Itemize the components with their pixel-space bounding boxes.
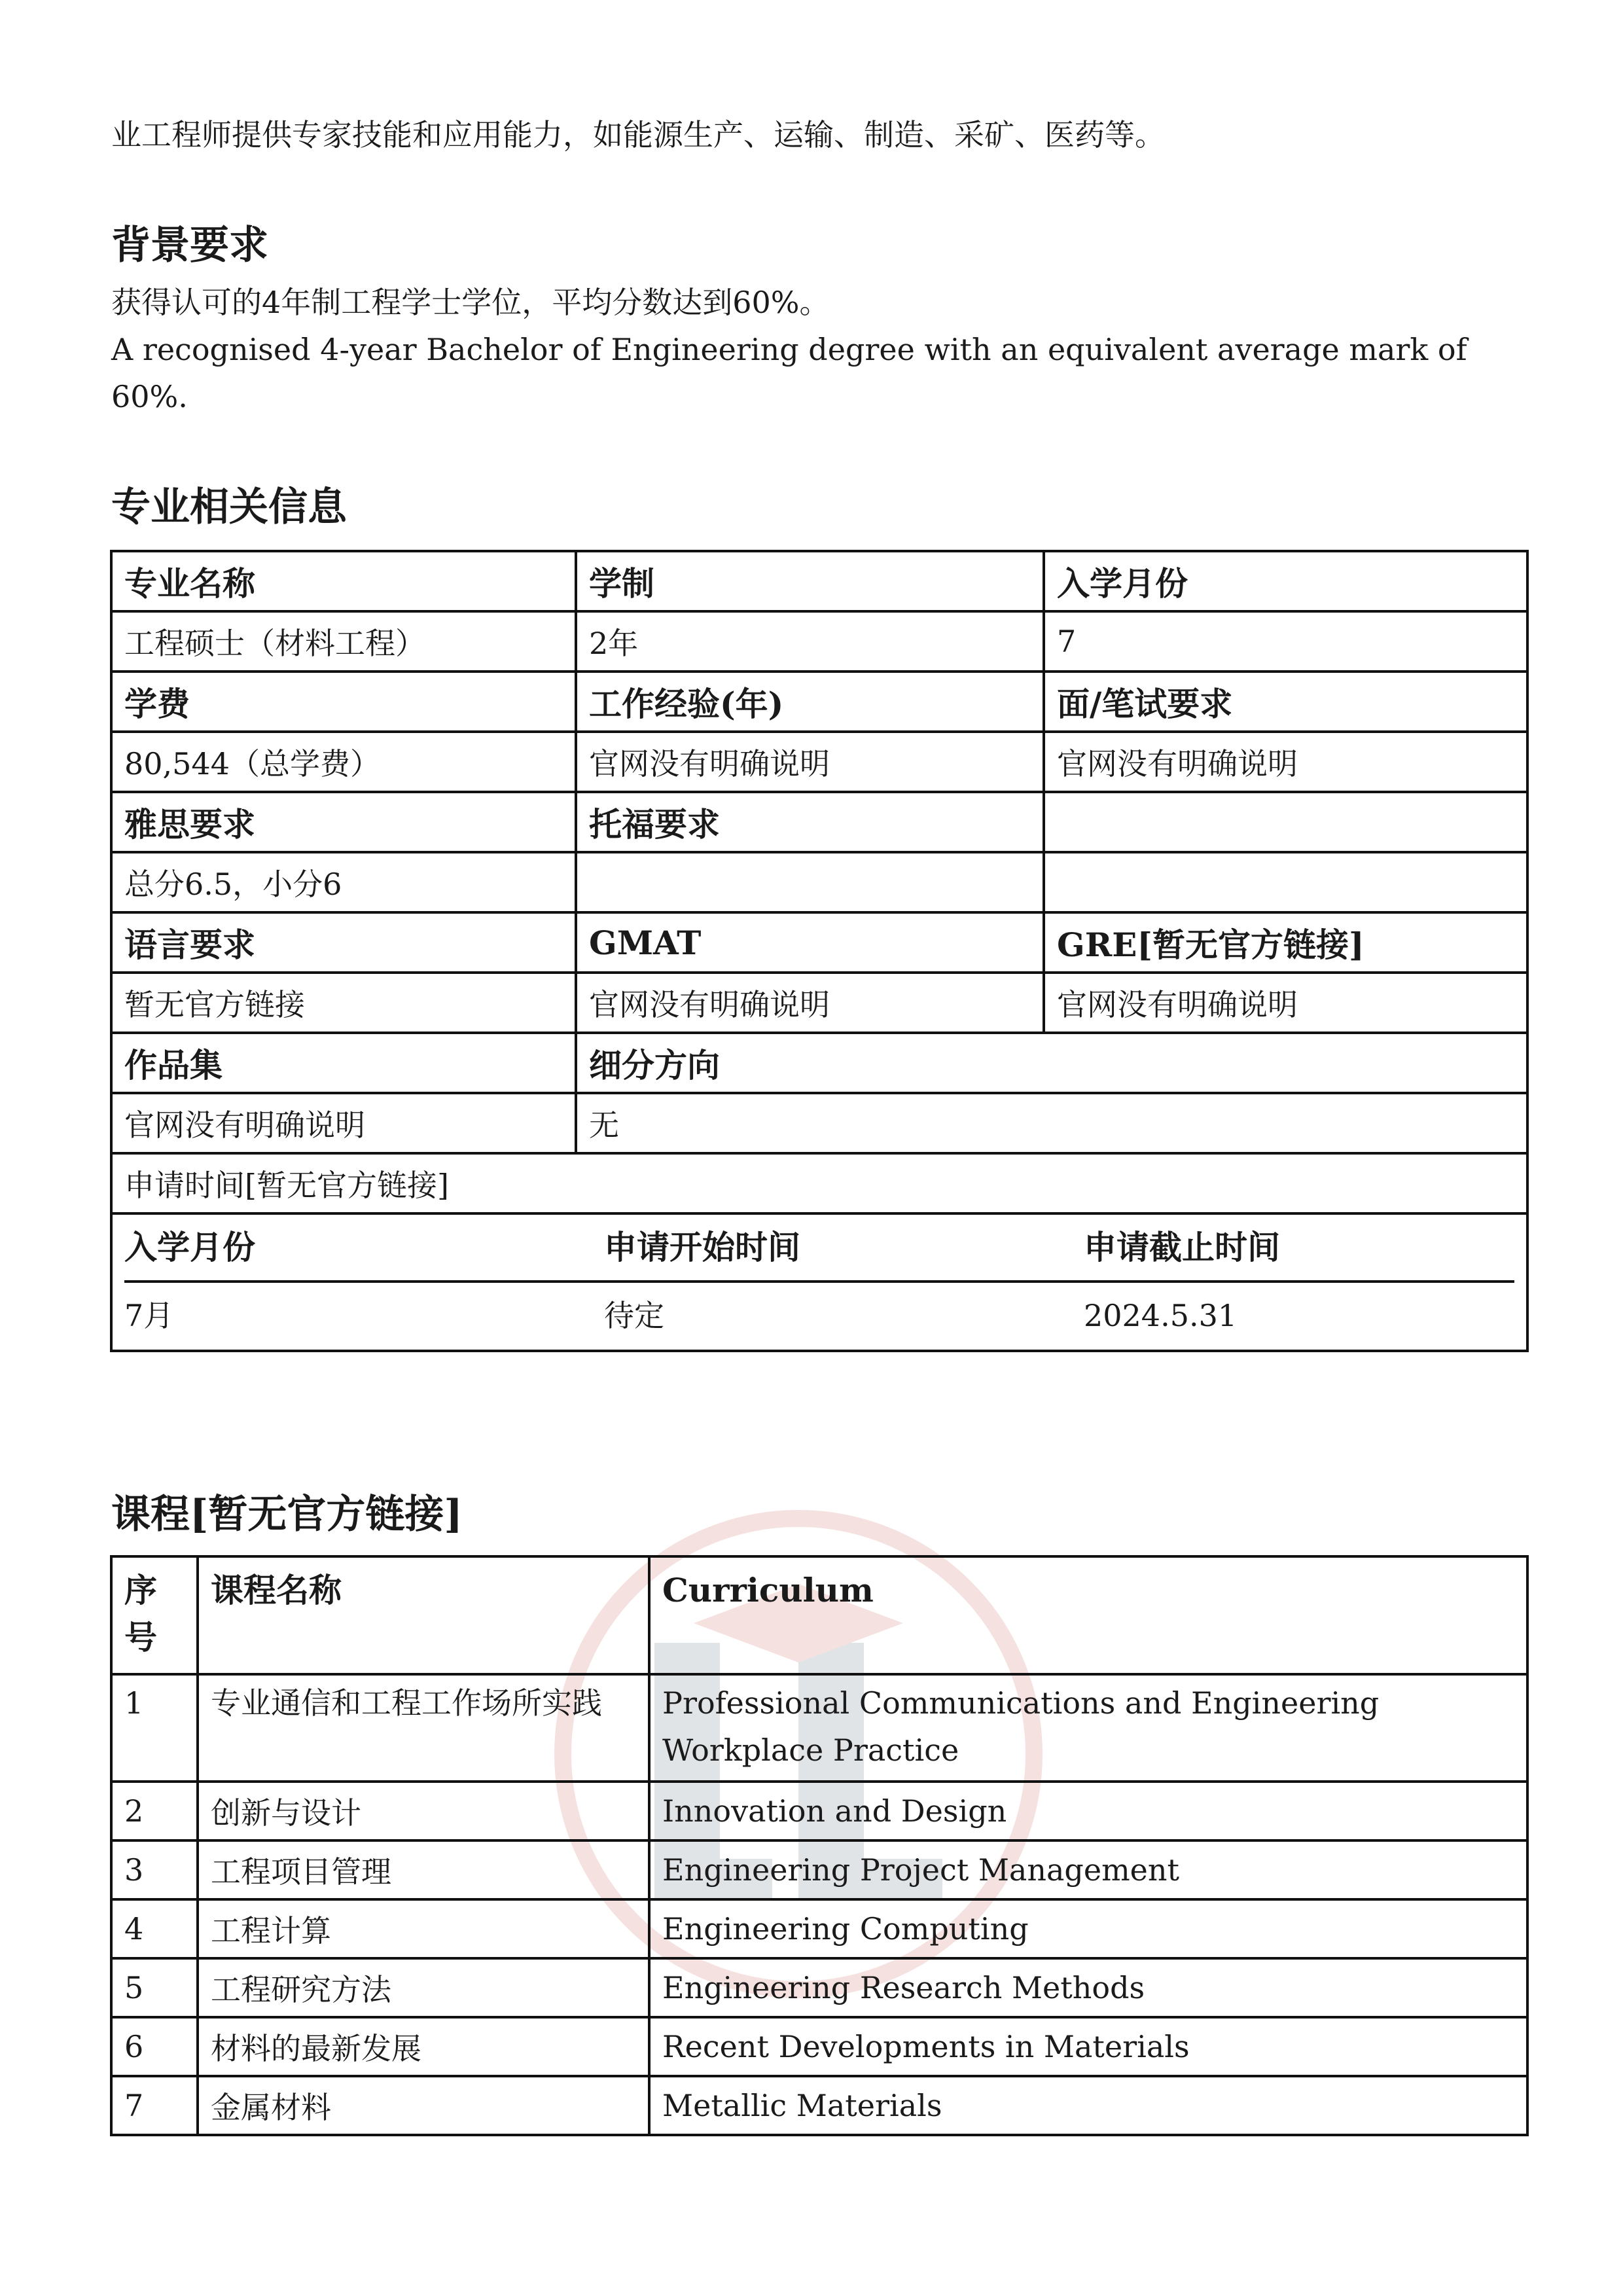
value-tuition: 80,544（总学费） [111,732,576,792]
info-value-row [111,732,1527,792]
application-time-row [111,1153,1527,1213]
course-name-en: Innovation and Design [649,1782,1527,1840]
course-name-cn: 工程项目管理 [198,1840,649,1899]
schedule-start-value: 待定 [604,1298,664,1333]
table-row [111,1958,1527,2017]
schedule-deadline-value: 2024.5.31 [1084,1298,1238,1333]
info-value-row [111,611,1527,672]
course-index: 6 [111,2017,198,2076]
header-course-name: 课程名称 [198,1556,649,1674]
course-index: 4 [111,1899,198,1958]
curriculum-table [110,1555,1529,2136]
label-program-name: 专业名称 [111,551,576,611]
course-name-en: Recent Developments in Materials [649,2017,1527,2076]
course-index: 1 [111,1674,198,1782]
application-time-label: 申请时间[暂无官方链接] [111,1153,1527,1213]
label-specialization: 细分方向 [576,1033,1527,1093]
curriculum-header-row [111,1556,1527,1674]
value-toefl [576,852,1044,912]
label-portfolio: 作品集 [111,1033,576,1093]
course-index: 5 [111,1958,198,2017]
course-name-cn: 专业通信和工程工作场所实践 [198,1674,649,1782]
curriculum-heading: 课程[暂无官方链接] [111,1492,463,1537]
info-value-row [111,973,1527,1033]
value-program-name: 工程硕士（材料工程） [111,611,576,672]
value-language: 暂无官方链接 [111,973,576,1033]
label-tuition: 学费 [111,672,576,732]
value-work-experience: 官网没有明确说明 [576,732,1044,792]
header-index: 序号 [111,1556,198,1674]
label-gre: GRE[暂无官方链接] [1044,912,1527,973]
program-info-table [110,550,1529,1352]
background-heading: 背景要求 [111,223,268,268]
course-name-en: Metallic Materials [649,2076,1527,2135]
info-label-row [111,672,1527,732]
application-schedule-row [111,1213,1527,1351]
schedule-header-deadline: 申请截止时间 [1084,1228,1280,1266]
course-name-en: Professional Communications and Engineering Workplace Practice [649,1674,1527,1782]
value-intake-month: 7 [1044,611,1527,672]
label-intake-month: 入学月份 [1044,551,1527,611]
program-info-heading: 专业相关信息 [111,484,347,530]
course-name-cn: 工程研究方法 [198,1958,649,2017]
table-row [111,1899,1527,1958]
background-requirement-cn: 获得认可的4年制工程学士学位，平均分数达到60%。 [111,285,830,320]
info-value-row [111,852,1527,912]
value-gmat: 官网没有明确说明 [576,973,1044,1033]
table-row [111,1674,1527,1782]
course-name-cn: 金属材料 [198,2076,649,2135]
value-interview-requirement: 官网没有明确说明 [1044,732,1527,792]
table-row [111,1840,1527,1899]
course-name-en: Engineering Computing [649,1899,1527,1958]
schedule-header-row [124,1215,1514,1280]
info-label-row [111,1033,1527,1093]
value-specialization: 无 [576,1093,1527,1153]
schedule-intake-value: 7月 [124,1298,174,1333]
course-name-cn: 工程计算 [198,1899,649,1958]
info-label-row [111,792,1527,852]
schedule-header-start: 申请开始时间 [604,1228,800,1266]
info-label-row [111,551,1527,611]
table-row [111,1782,1527,1840]
value-duration: 2年 [576,611,1044,672]
background-requirement-en-line-2: 60%. [111,379,188,414]
value-gre: 官网没有明确说明 [1044,973,1527,1033]
label-toefl: 托福要求 [576,792,1044,852]
course-name-en: Engineering Project Management [649,1840,1527,1899]
schedule-header-intake: 入学月份 [124,1228,255,1266]
course-name-cn: 材料的最新发展 [198,2017,649,2076]
value-empty [1044,852,1527,912]
course-index: 7 [111,2076,198,2135]
label-language: 语言要求 [111,912,576,973]
table-row [111,2076,1527,2135]
course-name-cn: 创新与设计 [198,1782,649,1840]
value-portfolio: 官网没有明确说明 [111,1093,576,1153]
label-work-experience: 工作经验(年) [576,672,1044,732]
application-schedule [111,1213,1527,1351]
course-index: 2 [111,1782,198,1840]
value-ielts: 总分6.5，小分6 [111,852,576,912]
label-duration: 学制 [576,551,1044,611]
schedule-value-row [124,1283,1514,1348]
label-empty [1044,792,1527,852]
info-value-row [111,1093,1527,1153]
course-name-en: Engineering Research Methods [649,1958,1527,2017]
info-label-row [111,912,1527,973]
header-curriculum: Curriculum [649,1556,1527,1674]
background-requirement-en-line-1: A recognised 4-year Bachelor of Engineering degree with an equivalent average mark of [111,332,1467,367]
label-ielts: 雅思要求 [111,792,576,852]
course-index: 3 [111,1840,198,1899]
label-gmat: GMAT [576,912,1044,973]
label-interview-requirement: 面/笔试要求 [1044,672,1527,732]
intro-text: 业工程师提供专家技能和应用能力，如能源生产、运输、制造、采矿、医药等。 [111,117,1165,152]
table-row [111,2017,1527,2076]
